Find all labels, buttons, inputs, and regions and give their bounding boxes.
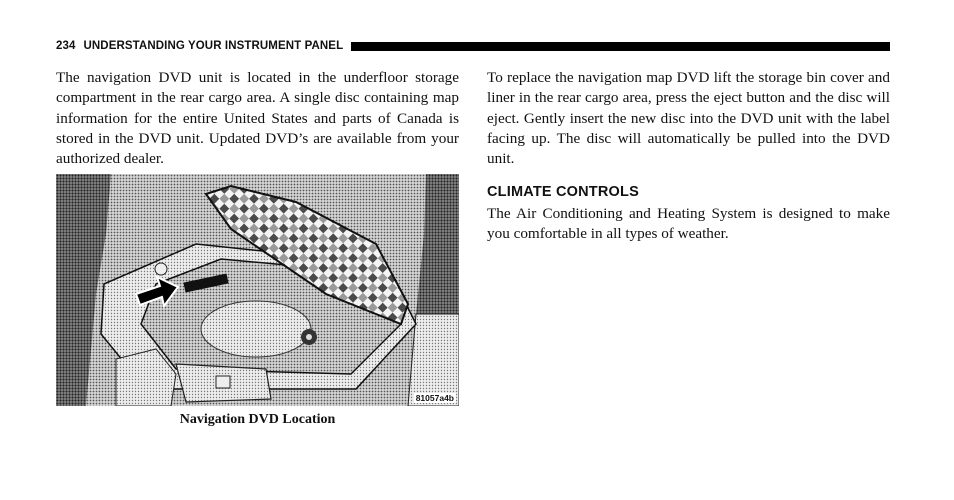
page-number: 234 [56, 40, 76, 52]
left-column [56, 68, 459, 169]
climate-column [487, 204, 890, 245]
dvd-location-paragraph: The navigation DVD unit is located in the underfloor storage compartment in the rear cargo area. A single disc containing map information for the entire United States and parts of Canada is stored in the DVD unit. Updated DVD’s are available from your authorized dealer. [56, 69, 459, 168]
right-column [487, 68, 890, 169]
header-rule [351, 42, 890, 51]
dvd-replace-paragraph: To replace the navigation map DVD lift the storage bin cover and liner in the rear cargo area, press the eject button and the disc will eject. Gently insert the new disc into the DVD unit with the label facing up. The disc will automatically be pulled into the DVD unit. [487, 69, 890, 168]
page-header [56, 38, 890, 54]
cargo-area-drawing [56, 174, 459, 406]
climate-paragraph: The Air Conditioning and Heating System is designed to make you comfortable in all types of weather. [487, 205, 890, 243]
climate-controls-heading: CLIMATE CONTROLS [487, 184, 639, 200]
section-title: UNDERSTANDING YOUR INSTRUMENT PANEL [83, 40, 344, 52]
dvd-location-illustration [56, 174, 459, 406]
figure-code: 81057a4b [415, 393, 454, 403]
figure-caption: Navigation DVD Location [179, 412, 336, 427]
